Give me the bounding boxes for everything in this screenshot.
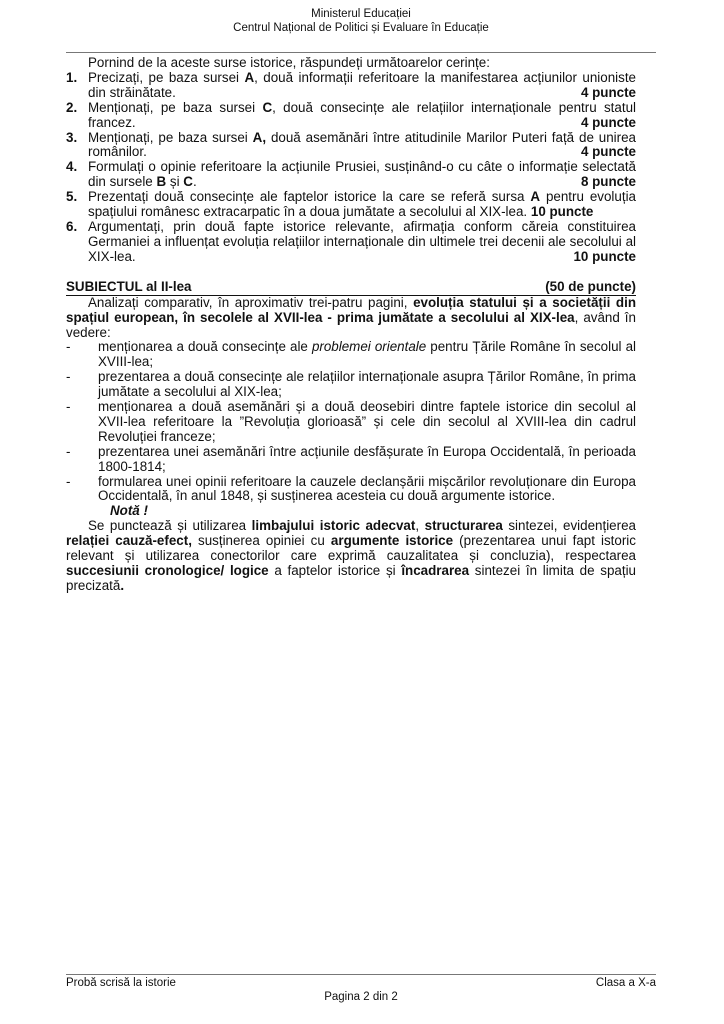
requirement-item: - menționarea a două consecințe ale problemei orientale pentru Țările Române în secolul al XVIII-lea; [66, 339, 636, 370]
page-header [66, 7, 656, 35]
task-item: 4. Formulați o opinie referitoare la acțiunile Prusiei, susținând-o cu câte o informație selectată din sursele B și C. 8 puncte [66, 159, 636, 190]
subject-heading [66, 280, 636, 296]
note-paragraph: Se punctează și utilizarea limbajului istoric adecvat, structurarea sintezei, evidențierea relației cauză-efect, susținerea opiniei cu argumente istorice (prezentarea unui fapt istoric relevant și utilizarea conectorilor care exprimă cauzalitatea și concluzia), respectarea succesiunii cronologice/ logice a faptelor istorice și încadrarea sintezei în limita de spațiu precizată. [66, 518, 637, 593]
task-points: 8 puncte [580, 174, 636, 190]
requirements-list [66, 340, 636, 504]
footer-class: Clasa a X-a [595, 977, 656, 989]
task-points: 4 puncte [580, 114, 636, 130]
task-points: 4 puncte [580, 144, 636, 160]
footer-page-number: Pagina 2 din 2 [324, 991, 398, 1003]
footer-exam-name: Probă scrisă la istorie [66, 977, 176, 989]
header-divider [66, 52, 656, 53]
task-item: 6. Argumentați, prin două fapte istorice relevante, afirmația conform căreia constituirea Germaniei a influențat evoluția relațiilor internaționale din ultimele trei decenii ale secolului al XIX-lea. 10 puncte [66, 218, 636, 264]
dash-bullet: - [66, 473, 71, 489]
subject-points: (50 de puncte) [545, 278, 636, 294]
task-number: 4. [66, 159, 78, 175]
subject-intro: Analizați comparativ, în aproximativ trei-patru pagini, evoluția statului și a societății din spațiul european, în secolele al XVII-lea - prima jumătate a secolului al XIX-lea, având în vedere: [66, 294, 637, 340]
task-number: 3. [66, 129, 78, 145]
note-heading: Notă ! [110, 503, 148, 519]
task-number: 1. [66, 69, 78, 85]
task-number: 2. [66, 99, 78, 115]
header-center: Centrul Național de Politici și Evaluare în Educație [233, 22, 489, 34]
task-number: 5. [66, 189, 78, 205]
task-item: 1. Precizați, pe baza sursei A, două informații referitoare la manifestarea acțiunilor unioniste din străinătate. 4 puncte [66, 69, 636, 100]
document-body [66, 56, 636, 594]
task-points: 4 puncte [580, 84, 636, 100]
dash-bullet: - [66, 399, 71, 415]
subject-title: SUBIECTUL al II-lea [66, 278, 192, 294]
task-item: 2. Menționați, pe baza sursei C, două consecințe ale relațiilor internaționale pentru statul francez. 4 puncte [66, 99, 636, 130]
task-points: 10 puncte [530, 204, 594, 220]
task-number: 6. [66, 218, 78, 234]
requirement-item: - prezentarea unei asemănări între acțiunile desfășurate în Europa Occidentală, în perioada 1800-1814; [66, 443, 636, 474]
requirement-item: - menționarea a două asemănări și a două deosebiri dintre faptele istorice din secolul al XVII-lea referitoare la ”Revoluția glorioasă” și cele din secolul al XVIII-lea din cadrul Revoluției franceze; [66, 399, 636, 444]
footer-divider [66, 974, 656, 975]
task-list [66, 71, 636, 265]
dash-bullet: - [66, 339, 71, 355]
tasks-intro: Pornind de la aceste surse istorice, răspundeți următoarelor cerințe: [88, 55, 490, 70]
task-points: 10 puncte [573, 248, 636, 264]
task-item: 3. Menționați, pe baza sursei A, două asemănări între atitudinile Marilor Puteri față de unirea românilor. 4 puncte [66, 129, 636, 160]
dash-bullet: - [66, 369, 71, 385]
header-ministry: Ministerul Educației [311, 8, 411, 20]
requirement-item: - formularea unei opinii referitoare la cauzele declanșării mișcărilor revoluționare din Europa Occidentală, în anul 1848, și susținerea acesteia cu două argumente istorice. [66, 473, 636, 504]
requirement-item: - prezentarea a două consecințe ale relațiilor internaționale asupra Țărilor Române, în prima jumătate a secolului al XIX-lea; [66, 369, 636, 400]
dash-bullet: - [66, 443, 71, 459]
task-item: 5. Prezentați două consecințe ale faptelor istorice la care se referă sursa A pentru evoluția spațiului românesc extracarpatic în a doua jumătate a secolului al XIX-lea. 10 puncte [66, 189, 636, 220]
